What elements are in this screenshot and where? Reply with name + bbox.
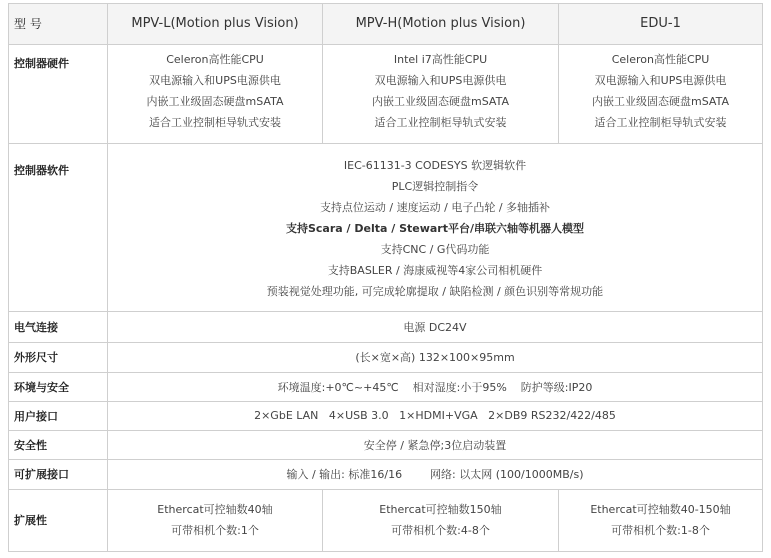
spec-line: 可带相机个数:1个 [171,524,259,537]
table-border-right [762,3,763,552]
header-mpv-l: MPV-L(Motion plus Vision) [131,16,299,31]
row-label-size: 外形尺寸 [14,351,58,364]
spec-line: 适合工业控制柜导轨式安装 [149,116,281,129]
spec-line: 支持BASLER / 海康威视等4家公司相机硬件 [327,263,543,277]
spec-line: Ethercat可控轴数40-150轴 [590,503,731,516]
spec-line: PLC逻辑控制指令 [391,179,479,193]
spec-line: 内嵌工业级固态硬盘mSATA [372,95,509,108]
spec-line: IEC-61131-3 CODESYS 软逻辑软件 [343,158,527,172]
header-model-label: 型 号 [14,17,42,31]
size-value: (长×宽×高) 132×100×95mm [355,351,515,364]
spec-line: Celeron高性能CPU [611,53,710,66]
software-spec [108,153,762,303]
spec-line: 内嵌工业级固态硬盘mSATA [146,95,284,108]
spec-line: 支持CNC / G代码功能 [380,242,490,256]
electrical-value: 电源 DC24V [403,320,467,334]
spec-line: 预装视觉处理功能, 可完成轮廓提取 / 缺陷检测 / 颜色识别等常规功能 [266,284,604,298]
header-edu-1: EDU-1 [640,16,681,31]
expansion-mpv-l [108,489,322,551]
row-divider [8,44,763,45]
table-border-bottom [8,551,763,552]
spec-line: 适合工业控制柜导轨式安装 [374,116,507,129]
spec-line: Ethercat可控轴数150轴 [379,503,502,516]
row-label-software: 控制器软件 [14,164,69,177]
row-divider [8,143,763,144]
spec-line: 适合工业控制柜导轨式安装 [594,116,727,129]
hardware-edu-1 [559,48,762,134]
environment-value: 环境温度:+0℃~+45℃ 相对湿度:小于95% 防护等级:IP20 [277,380,593,394]
expansion-mpv-h [323,489,558,551]
row-label-electrical: 电气连接 [14,320,58,334]
spec-line: 支持点位运动 / 速度运动 / 电子凸轮 / 多轴插补 [319,200,551,214]
expansion-interface-value: 输入 / 输出: 标准16/16 网络: 以太网 (100/1000MB/s) [286,468,584,481]
spec-line: Celeron高性能CPU [166,53,264,66]
spec-line-bold: 支持Scara / Delta / Stewart平台/串联六轴等机器人模型 [285,221,585,235]
spec-line: 双电源输入和UPS电源供电 [149,74,281,87]
spec-line: 可带相机个数:1-8个 [611,524,710,537]
expansion-edu-1 [559,489,762,551]
row-label-expansion-interface: 可扩展接口 [14,468,69,481]
spec-line: 双电源输入和UPS电源供电 [374,74,507,87]
user-interface-value: 2×GbE LAN 4×USB 3.0 1×HDMI+VGA 2×DB9 RS232/422/485 [254,409,616,422]
hardware-mpv-h [323,48,558,134]
row-label-expansion: 扩展性 [14,514,47,527]
header-mpv-h: MPV-H(Motion plus Vision) [355,16,526,31]
row-label-safety: 安全性 [14,438,47,452]
row-label-environment: 环境与安全 [14,380,69,394]
safety-value: 安全停 / 紧急停;3位启动装置 [363,438,507,452]
table-border-left [8,3,9,552]
spec-line: 可带相机个数:4-8个 [391,524,490,537]
row-label-user-interface: 用户接口 [14,409,58,423]
spec-line: Ethercat可控轴数40轴 [157,503,273,516]
hardware-mpv-l [108,48,322,134]
spec-line: 双电源输入和UPS电源供电 [594,74,727,87]
spec-line: Intel i7高性能CPU [393,53,488,66]
row-label-hardware: 控制器硬件 [14,57,69,70]
spec-line: 内嵌工业级固态硬盘mSATA [592,95,729,108]
